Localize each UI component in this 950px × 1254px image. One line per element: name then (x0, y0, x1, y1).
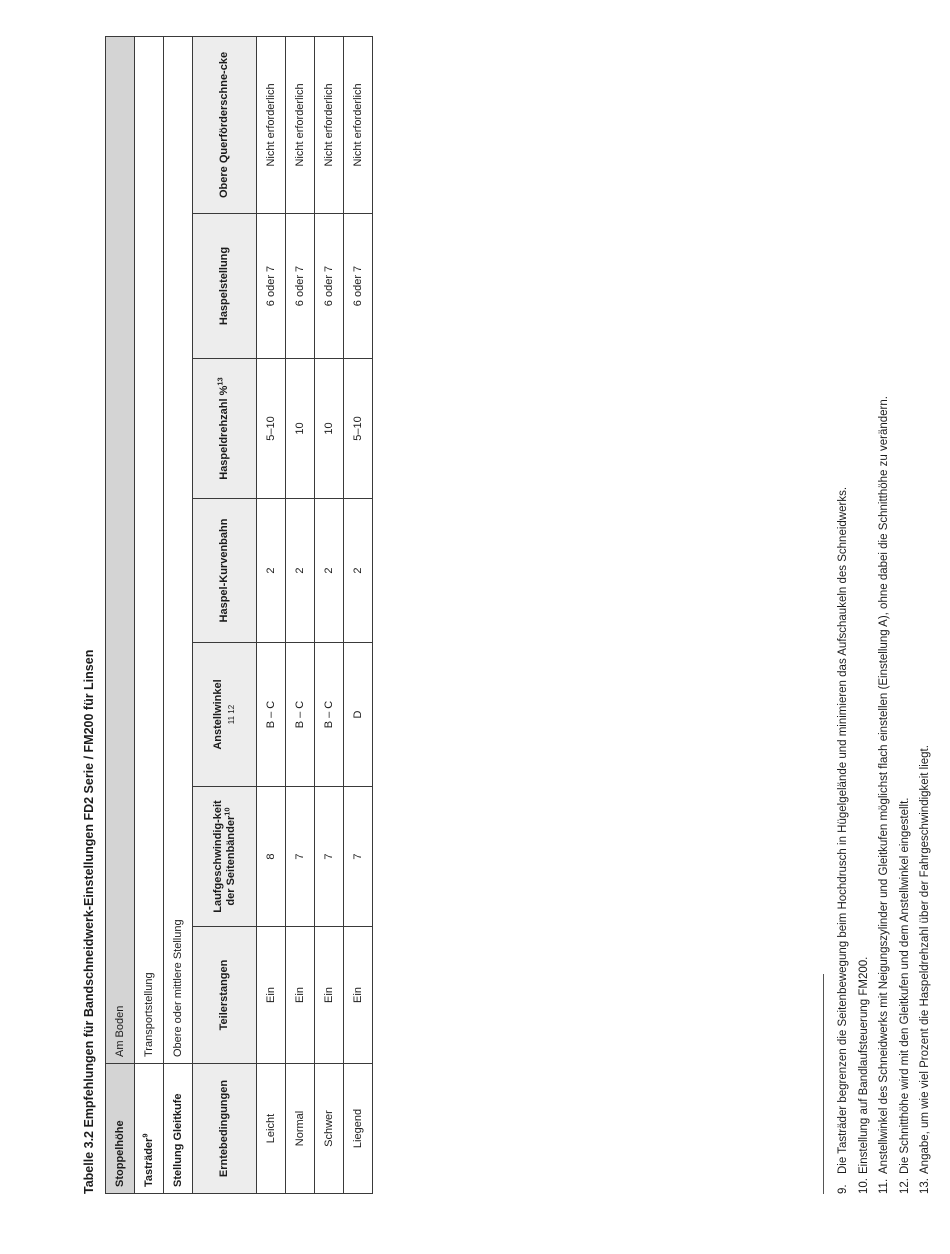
table-row (286, 36, 315, 1193)
header-laufgeschwindigkeit: Laufgeschwindig-keit der Seitenbänder$^{10}$ (193, 787, 257, 927)
header-anstellwinkel: Anstellwinkel 11 12 (193, 643, 257, 787)
cell: Leicht (257, 1064, 286, 1194)
cell: Nicht erforderlich (286, 36, 315, 213)
cell: Ein (344, 927, 373, 1064)
header-haspeldrehzahl: Haspeldrehzahl %$^{13}$ (193, 359, 257, 499)
footnote-divider (823, 974, 824, 1194)
cell: Ein (286, 927, 315, 1064)
row-tastraeder (135, 36, 164, 1193)
table-row (257, 36, 286, 1193)
cell: 2 (344, 499, 373, 643)
cell: 8 (257, 787, 286, 927)
footnotes (833, 44, 936, 1194)
table-row (315, 36, 344, 1193)
footnote-11: 11.Anstellwinkel des Schneidwerks mit Neigungszylinder und Gleitkufen möglichst flach einstellen (Einstellung A), ohne dabei die Schnitthöhe zu verändern. (878, 396, 890, 1194)
cell: 6 oder 7 (286, 214, 315, 359)
footnote-10: 10.Einstellung auf Bandlaufsteuerung FM200. (857, 956, 870, 1194)
cell: 6 oder 7 (315, 214, 344, 359)
row-stellung-gleitkufe (164, 36, 193, 1193)
cell: 7 (286, 787, 315, 927)
cell: 6 oder 7 (257, 214, 286, 359)
cell: D (344, 643, 373, 787)
label-tastraeder: Tasträder$^9$ (135, 1064, 164, 1194)
cell: Schwer (315, 1064, 344, 1194)
value-tastraeder: Transportstellung (135, 36, 164, 1063)
header-erntebedingungen: Erntebedingungen (193, 1064, 257, 1194)
footnote-13: 13.Angabe, um wie viel Prozent die Haspeldrehzahl über der Fahrgeschwindigkeit liegt. (919, 745, 931, 1194)
value-stellung-gleitkufe: Obere oder mittlere Stellung (164, 36, 193, 1063)
cell: Liegend (344, 1064, 373, 1194)
cell: Ein (257, 927, 286, 1064)
cell: 2 (315, 499, 344, 643)
header-haspelstellung: Haspelstellung (193, 214, 257, 359)
row-stoppelhoehe (106, 36, 135, 1193)
cell: Nicht erforderlich (257, 36, 286, 213)
cell: B – C (286, 643, 315, 787)
label-stoppelhoehe: Stoppelhöhe (106, 1064, 135, 1194)
cell: B – C (257, 643, 286, 787)
footnote-12: 12.Die Schnitthöhe wird mit den Gleitkufen und dem Anstellwinkel eingestellt. (898, 797, 911, 1194)
cell: Normal (286, 1064, 315, 1194)
cell: 6 oder 7 (344, 214, 373, 359)
cell: Ein (315, 927, 344, 1064)
cell: 10 (286, 359, 315, 499)
cell: Nicht erforderlich (344, 36, 373, 213)
header-row (193, 36, 257, 1193)
cell: 10 (315, 359, 344, 499)
table-title: Tabelle 3.2 Empfehlungen für Bandschneidwerk-Einstellungen FD2 Serie / FM200 für Linsen (82, 649, 96, 1194)
cell: 7 (344, 787, 373, 927)
cell: Nicht erforderlich (315, 36, 344, 213)
cell: 5–10 (257, 359, 286, 499)
cell: B – C (315, 643, 344, 787)
header-haspel-kurvenbahn: Haspel-Kurvenbahn (193, 499, 257, 643)
cell: 5–10 (344, 359, 373, 499)
header-obere-querfoerderschnecke: Obere Querförderschne-cke (193, 36, 257, 213)
cell: 2 (286, 499, 315, 643)
header-teilerstangen: Teilerstangen (193, 927, 257, 1064)
footnote-9: 9.Die Tasträder begrenzen die Seitenbewegung beim Hochdrusch in Hügelgelände und minimieren das Aufschaukeln des Schneidwerks. (837, 486, 849, 1194)
label-stellung-gleitkufe: Stellung Gleitkufe (164, 1064, 193, 1194)
value-stoppelhoehe: Am Boden (106, 36, 135, 1063)
cell: 7 (315, 787, 344, 927)
cell: 2 (257, 499, 286, 643)
table-row (344, 36, 373, 1193)
settings-table (105, 36, 373, 1194)
